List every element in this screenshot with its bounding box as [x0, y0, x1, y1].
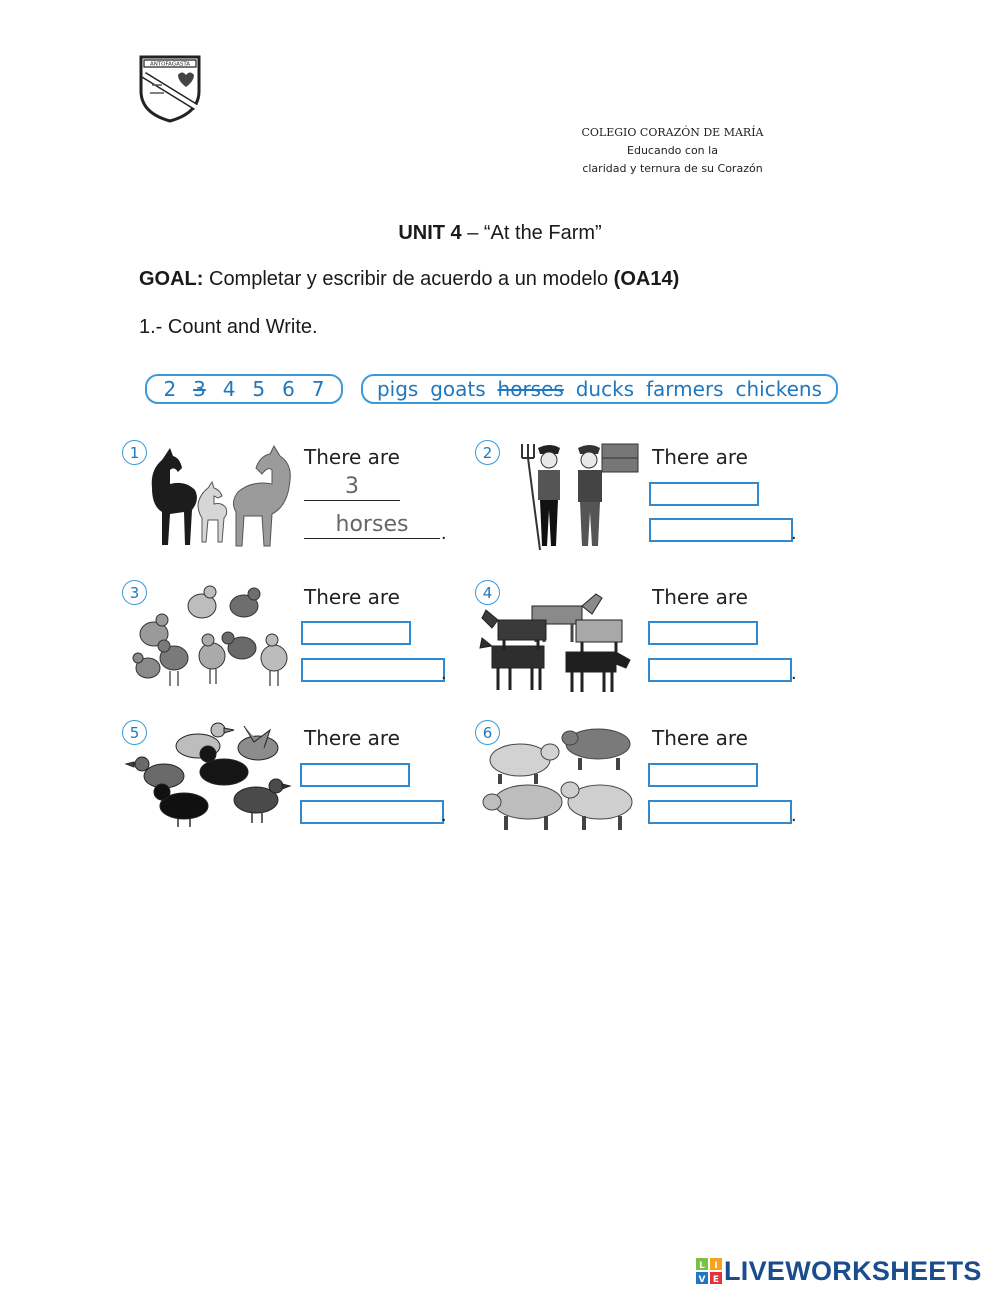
unit-label: UNIT 4 — [398, 222, 462, 244]
period: . — [441, 804, 447, 826]
count-input[interactable] — [301, 621, 411, 645]
duck-icon — [128, 716, 290, 831]
bank-number: 2 — [163, 377, 177, 401]
prompt-there-are: There are — [304, 726, 400, 750]
exercise-number: 4 — [475, 580, 500, 605]
word-input[interactable] — [649, 518, 793, 542]
badge-letter: E — [712, 1275, 720, 1285]
count-input[interactable] — [648, 621, 758, 645]
word-input[interactable] — [301, 658, 445, 682]
badge-letter: I — [714, 1261, 718, 1271]
exercise-number: 1 — [122, 440, 147, 465]
unit-name: – “At the Farm” — [461, 222, 602, 244]
example-count: 3 — [345, 474, 359, 499]
bank-word: ducks — [575, 377, 635, 401]
bank-number: 5 — [252, 377, 266, 401]
count-input[interactable] — [648, 763, 758, 787]
number-bank — [145, 374, 343, 404]
prompt-there-are: There are — [304, 445, 400, 469]
bank-number-used: 3 — [193, 377, 206, 401]
bank-word: chickens — [735, 377, 822, 401]
exercise-number: 2 — [475, 440, 500, 465]
farmer-icon — [500, 440, 645, 555]
prompt-there-are: There are — [652, 445, 748, 469]
bank-word: farmers — [645, 377, 724, 401]
brand-name: LIVEWORKSHEETS — [724, 1255, 982, 1286]
period: . — [441, 522, 447, 544]
exercise-number: 6 — [475, 720, 500, 745]
goal-line — [139, 268, 679, 291]
school-name: COLEGIO CORAZÓN DE MARÍA — [581, 126, 764, 139]
word-input[interactable] — [648, 800, 792, 824]
period: . — [791, 662, 797, 684]
answer-line — [304, 500, 400, 501]
chicken-icon — [124, 576, 294, 696]
example-word: horses — [335, 512, 409, 537]
word-input[interactable] — [648, 658, 792, 682]
exercise-number: 5 — [122, 720, 147, 745]
goat-icon — [482, 582, 642, 694]
bank-number: 6 — [282, 377, 295, 401]
school-motto-line2: claridad y ternura de su Corazón — [582, 162, 763, 175]
bank-word: goats — [430, 377, 486, 401]
word-bank — [361, 374, 838, 404]
goal-code: (OA14) — [613, 268, 680, 290]
badge-letter: V — [698, 1275, 706, 1285]
prompt-there-are: There are — [652, 585, 748, 609]
bank-word: pigs — [376, 377, 419, 401]
school-motto-line1: Educando con la — [627, 144, 718, 157]
exercise-number: 3 — [122, 580, 147, 605]
horse-icon — [140, 440, 300, 555]
unit-title — [0, 222, 1000, 245]
crest-text: ANTOFAGASTA — [149, 61, 191, 68]
word-input[interactable] — [300, 800, 444, 824]
school-crest-icon — [138, 55, 202, 123]
bank-number: 4 — [222, 377, 236, 401]
period: . — [791, 522, 797, 544]
instruction: 1.- Count and Write. — [139, 316, 318, 338]
bank-number: 7 — [311, 377, 325, 401]
liveworksheets-logo-icon — [696, 1258, 722, 1284]
period: . — [441, 662, 447, 684]
goal-label: GOAL: — [139, 268, 204, 290]
count-input[interactable] — [649, 482, 759, 506]
goal-text: Completar y escribir de acuerdo a un modelo — [203, 268, 614, 290]
prompt-there-are: There are — [304, 585, 400, 609]
badge-letter: L — [699, 1261, 705, 1271]
bank-word-used: horses — [497, 377, 564, 401]
prompt-there-are: There are — [652, 726, 748, 750]
liveworksheets-logo — [696, 1256, 982, 1286]
period: . — [791, 804, 797, 826]
pig-icon — [480, 722, 645, 834]
answer-line — [304, 538, 440, 539]
count-input[interactable] — [300, 763, 410, 787]
